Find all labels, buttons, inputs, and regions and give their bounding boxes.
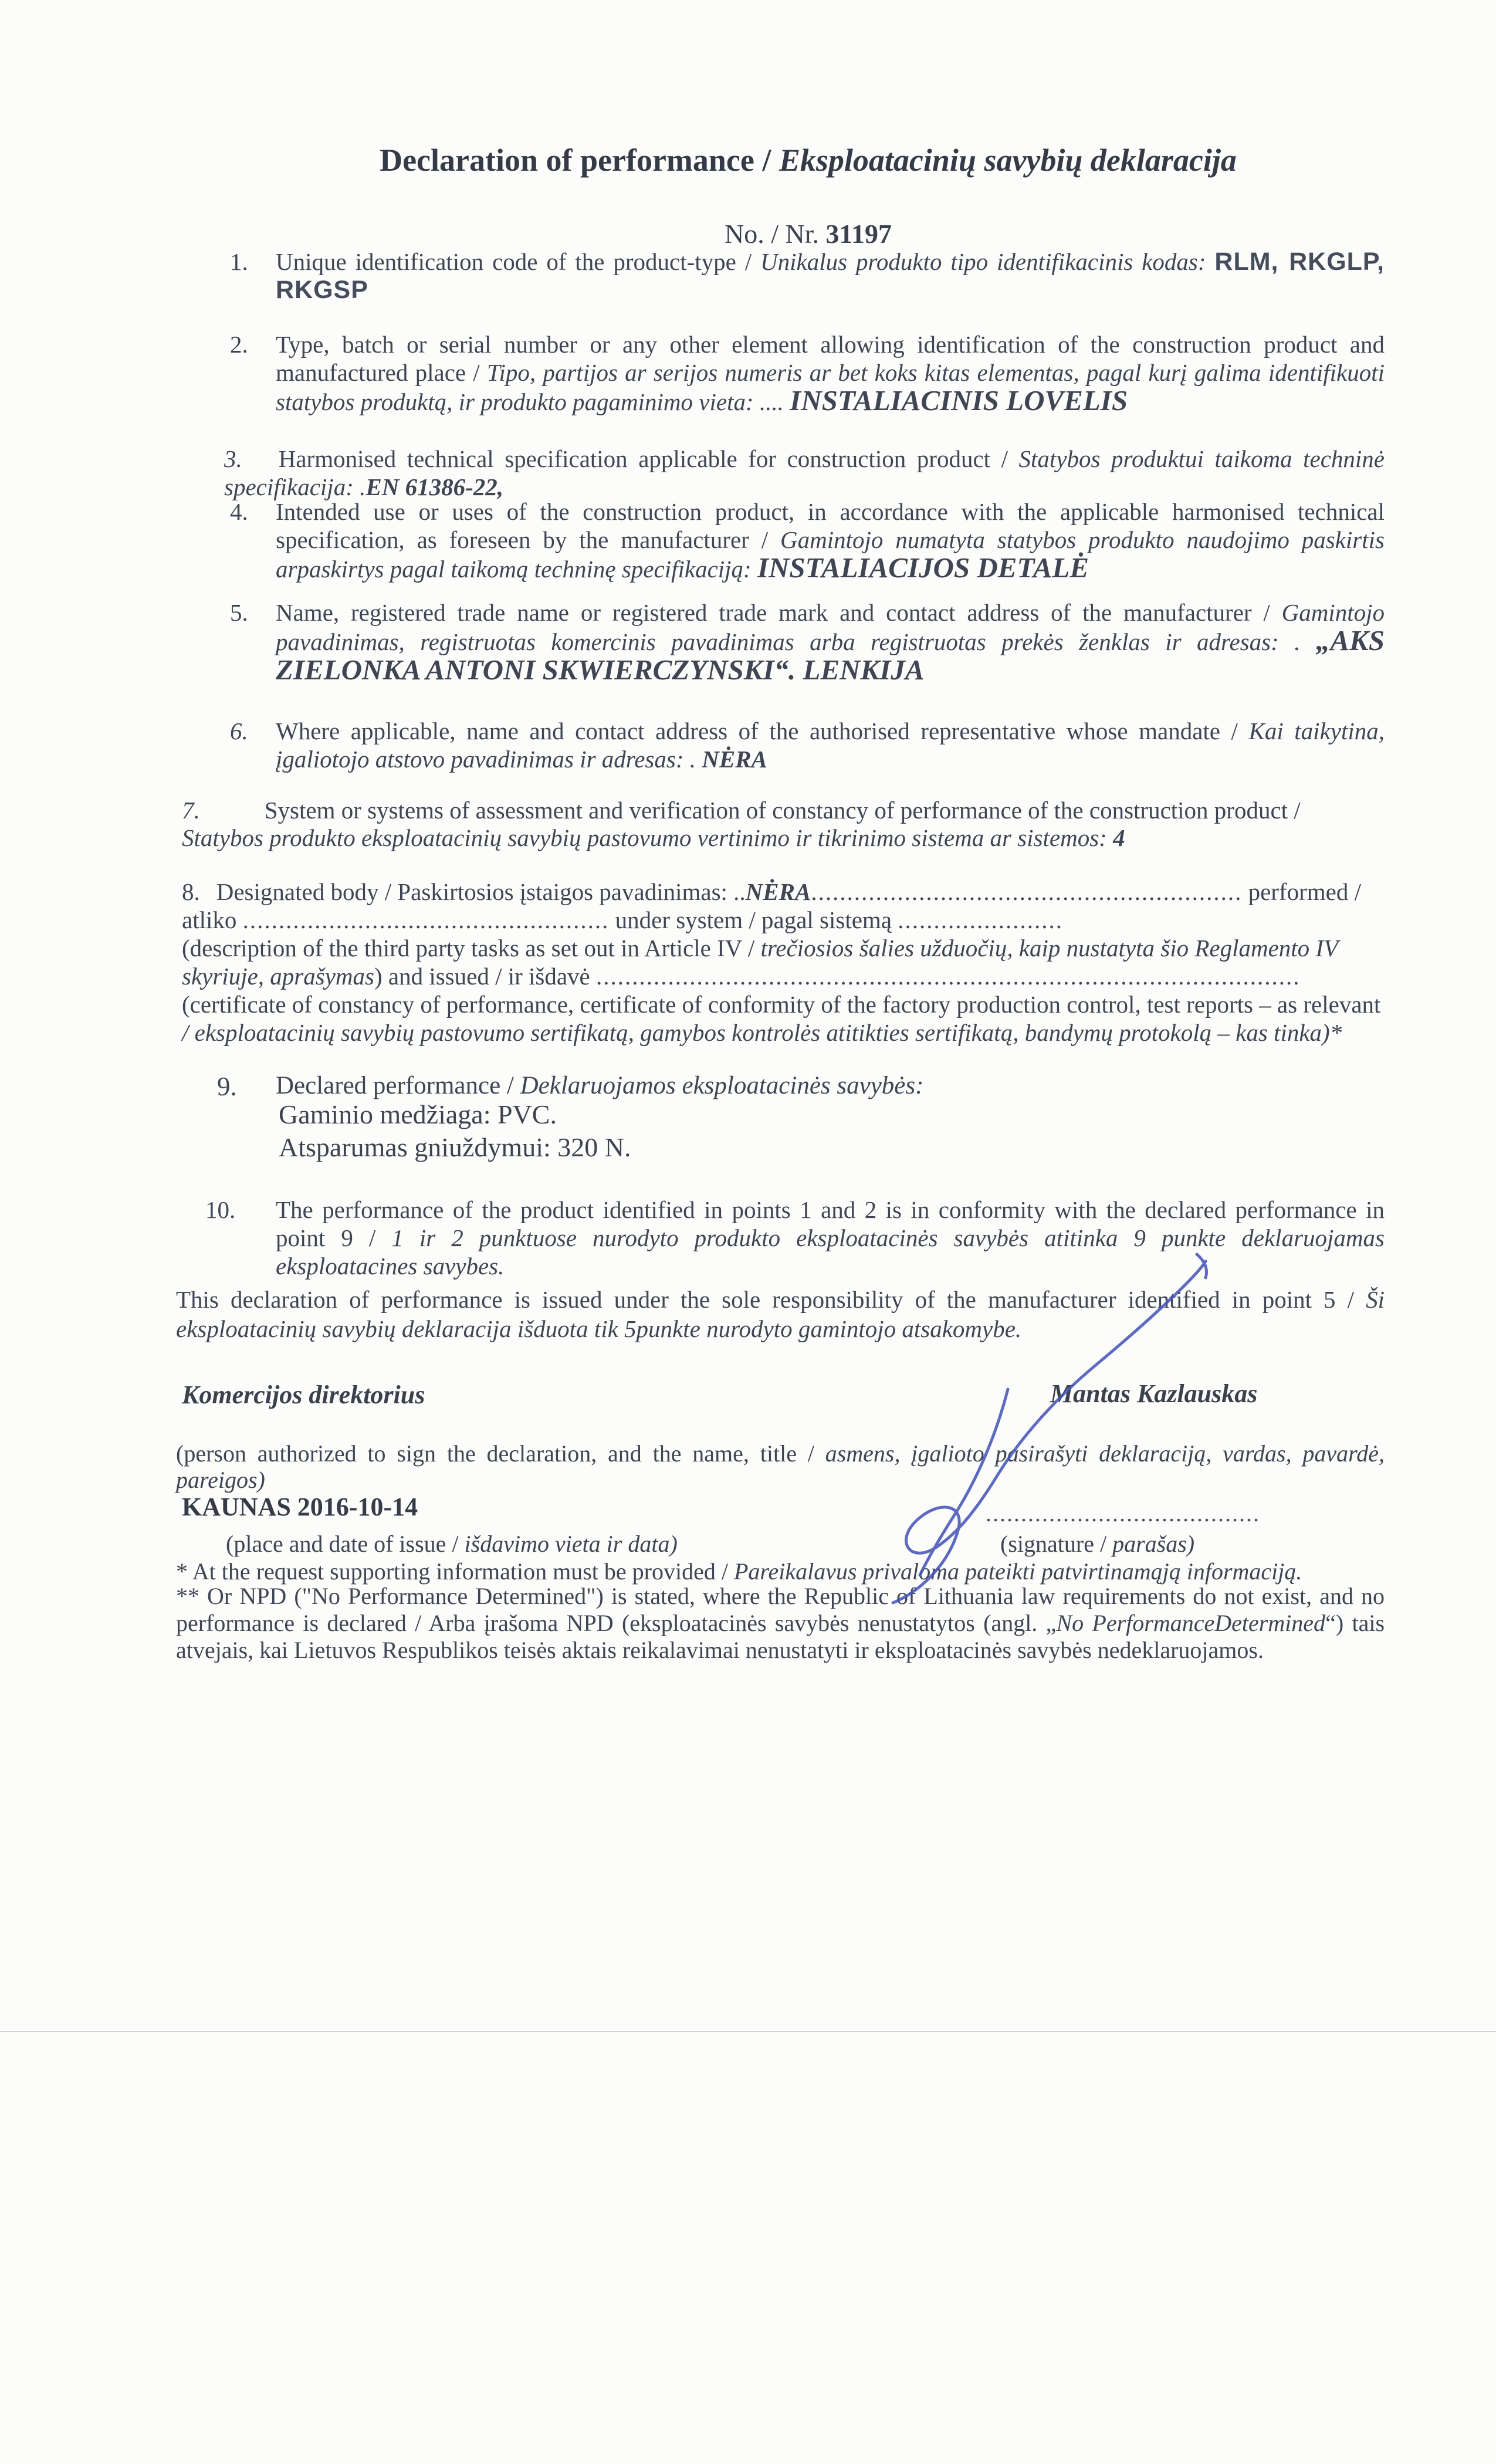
item-8-under-system-label: under system / pagal sistemą <box>609 906 898 933</box>
signer-name: Mantas Kazlauskas <box>1050 1379 1258 1408</box>
item-8-certificate-lt: / eksploatacinių savybių pastovumo sertifikatą, gamybos kontrolės atitikties sertifikatą, bandymų protokolą – kas tinka)* <box>182 1019 1342 1046</box>
responsibility-text-lt: Ši eksploatacinių savybių deklaracija išduota tik 5punkte nurodyto gamintojo atsakomybe. <box>176 1286 1385 1342</box>
item-4-number: 4. <box>230 498 248 525</box>
item-10-number: 10. <box>205 1196 236 1223</box>
item-9-text-en: Declared performance / <box>276 1072 520 1099</box>
item-10-text-lt: 1 ir 2 punktuose nurodyto produkto eksploatacinės savybės atitinka 9 punkte deklaruojamas eksploatacines savybes. <box>276 1224 1385 1280</box>
item-8-designated-body-label: Designated body / Paskirtosios įstaigos pavadinimas: .. <box>216 878 746 905</box>
item-10-text-en: The performance of the product identified in points 1 and 2 is in conformity with the declared performance in point 9 / <box>276 1196 1385 1251</box>
handwritten-signature-scribble <box>821 1244 1261 1619</box>
item-8-dotted-blank-1: ............................................................ <box>811 878 1243 905</box>
item-8-line-6 <box>182 1018 1390 1047</box>
item-1-value: RLM, RKGLP, RKGSP <box>276 248 1385 304</box>
footnote-2-part-a: ** Or NPD ("No Performance Determined") is stated, where the Republic of Lithuania law requirements do not exist, and no performance is declared / Arba įrašoma NPD (eksploatacinės savybės nenustatytos (angl. „ <box>176 1583 1385 1636</box>
place-and-date: KAUNAS 2016-10-14 <box>182 1492 418 1521</box>
item-3 <box>224 445 1385 501</box>
item-7-text-lt: Statybos produkto eksploatacinių savybių pastovumo vertinimo ir tikrinimo sistema ar sistemos: <box>182 824 1113 851</box>
item-2-text-en: Type, batch or serial number or any other element allowing identification of the construction product and manufactured place / <box>276 331 1385 386</box>
item-8-atliko-label: atliko <box>182 906 243 933</box>
item-8-issued-label: ) and issued / ir išdavė <box>374 963 596 990</box>
item-2-value: INSTALIACINIS LOVELIS <box>790 384 1128 417</box>
item-8-line-2 <box>182 906 1390 934</box>
item-2-number: 2. <box>230 331 248 358</box>
item-8-description-en: (description of the third party tasks as set out in Article IV / <box>182 935 761 962</box>
document-number-label: No. / Nr. <box>725 219 826 249</box>
item-7-number: 7. <box>182 797 200 824</box>
authorized-person-caption-en: (person authorized to sign the declaration, and the name, title / <box>176 1440 825 1467</box>
item-9-crush-resistance-value: Atsparumas gniuždymui: 320 N. <box>279 1132 631 1162</box>
item-5-value: „AKS ZIELONKA ANTONI SKWIERCZYNSKI“. LENKIJA <box>276 624 1385 686</box>
item-9-text-lt: Deklaruojamos eksploatacinės savybės: <box>520 1072 924 1099</box>
signature-caption-en: (signature / <box>1000 1531 1113 1557</box>
item-8-dotted-blank-2: ................................................... <box>242 906 610 933</box>
item-7 <box>182 797 1385 852</box>
place-date-caption <box>226 1530 678 1558</box>
document-title <box>232 142 1385 178</box>
item-6-number: 6. <box>230 717 248 744</box>
authorized-person-caption-lt: asmens, įgalioto pasirašyti deklaraciją, vardas, pavardė, pareigos) <box>176 1440 1385 1493</box>
item-2-text-lt: Tipo, partijos ar serijos numeris ar bet koks kitas elementas, pagal kurį galima identifikuoti statybos produktą, ir produkto pagaminimo vieta: .... <box>276 359 1385 415</box>
item-5-text-lt: Gamintojo pavadinimas, registruotas komercinis pavadinimas arba registruotas prekės ženklas ir adresas: . <box>276 599 1385 655</box>
item-5 <box>230 598 1385 686</box>
item-8-description-lt: trečiosios šalies užduočių, kaip nustatyta šio Reglamento IV <box>760 935 1339 962</box>
item-1 <box>230 248 1385 304</box>
item-3-value: EN 61386-22, <box>365 473 503 500</box>
item-8-dotted-blank-3: ....................... <box>898 906 1064 933</box>
item-4 <box>230 497 1385 584</box>
item-6-text-en: Where applicable, name and contact address of the authorised representative whose mandate / <box>276 717 1249 744</box>
item-4-text-lt: Gamintojo numatyta statybos produkto naudojimo paskirtis arpaskirtys pagal taikomą techninę specifikaciją: <box>276 526 1385 583</box>
item-8-line-3 <box>182 934 1390 962</box>
item-8-dotted-blank-4: .................................................................................................. <box>596 963 1301 990</box>
item-1-number: 1. <box>230 248 248 275</box>
item-1-text-en: Unique identification code of the product-type / <box>276 248 761 275</box>
item-8-line-4 <box>182 962 1390 990</box>
document-number <box>232 218 1385 249</box>
item-3-text-lt: Statybos produktui taikoma techninė specifikacija: . <box>224 445 1385 500</box>
item-8-designated-body-value: NĖRA <box>745 878 811 905</box>
item-5-number: 5. <box>230 599 248 626</box>
signer-role: Komercijos direktorius <box>182 1380 425 1409</box>
item-9-number: 9. <box>217 1072 237 1101</box>
footnote-2-npd-term: No PerformanceDetermined <box>1056 1610 1326 1636</box>
item-8-performed-label: performed / <box>1242 878 1361 905</box>
item-2 <box>230 330 1385 417</box>
item-8-certificate-en: (certificate of constancy of performance, certificate of conformity of the factory production control, test reports – as relevant <box>182 991 1381 1018</box>
item-8-line-5 <box>182 990 1390 1018</box>
responsibility-text-en: This declaration of performance is issued under the sole responsibility of the manufacturer identified in point 5 / <box>176 1286 1366 1313</box>
item-9 <box>217 1071 1390 1101</box>
item-6-value: NĖRA <box>702 746 767 773</box>
footnote-1-en: * At the request supporting information must be provided / <box>176 1558 734 1585</box>
item-6-text-lt: Kai taikytina, įgaliotojo atstovo pavadinimas ir adresas: . <box>276 717 1385 773</box>
place-date-caption-lt: išdavimo vieta ir data) <box>464 1531 678 1557</box>
footnote-1-lt: Pareikalavus privaloma pateikti patvirtinamąją informaciją. <box>733 1558 1302 1585</box>
item-9-material-value: Gaminio medžiaga: PVC. <box>279 1099 557 1129</box>
scan-artifact-divider-line <box>0 2031 1496 2032</box>
document-title-lt: Eksploatacinių savybių deklaracija <box>779 143 1237 178</box>
item-3-number: 3. <box>224 445 242 472</box>
signature-caption-lt: parašas) <box>1112 1531 1195 1557</box>
item-4-text-en: Intended use or uses of the construction product, in accordance with the applicable harmonised technical specification, as foreseen by the manufacturer / <box>276 498 1385 553</box>
item-8 <box>182 878 1390 1047</box>
item-5-text-en: Name, registered trade name or registered trade mark and contact address of the manufacturer / <box>276 599 1282 626</box>
item-6 <box>230 717 1385 773</box>
item-8-line-1 <box>182 878 1390 906</box>
item-7-value: 4 <box>1113 824 1125 851</box>
document-title-en: Declaration of performance / <box>380 143 779 178</box>
item-3-text-en: Harmonised technical specification applicable for construction product / <box>278 445 1019 472</box>
item-4-value: INSTALIACIJOS DETALĖ <box>757 551 1089 584</box>
item-8-number: 8. <box>182 878 200 905</box>
place-date-caption-en: (place and date of issue / <box>226 1531 465 1557</box>
item-7-text-en: System or systems of assessment and verification of constancy of performance of the construction product / <box>264 797 1301 824</box>
document-number-value: 31197 <box>825 219 892 249</box>
item-1-text-lt: Unikalus produkto tipo identifikacinis kodas: <box>760 248 1215 275</box>
signature-dotted-line: ....................................... <box>986 1500 1260 1527</box>
footnote-2-part-c: “) tais atvejais, kai Lietuvos Respublikos teisės aktais reikalavimai nenustatyti ir eksploatacinės savybės nedeklaruojamos. <box>176 1610 1385 1663</box>
item-8-skyriuje-lt: skyriuje, aprašymas <box>182 963 374 990</box>
